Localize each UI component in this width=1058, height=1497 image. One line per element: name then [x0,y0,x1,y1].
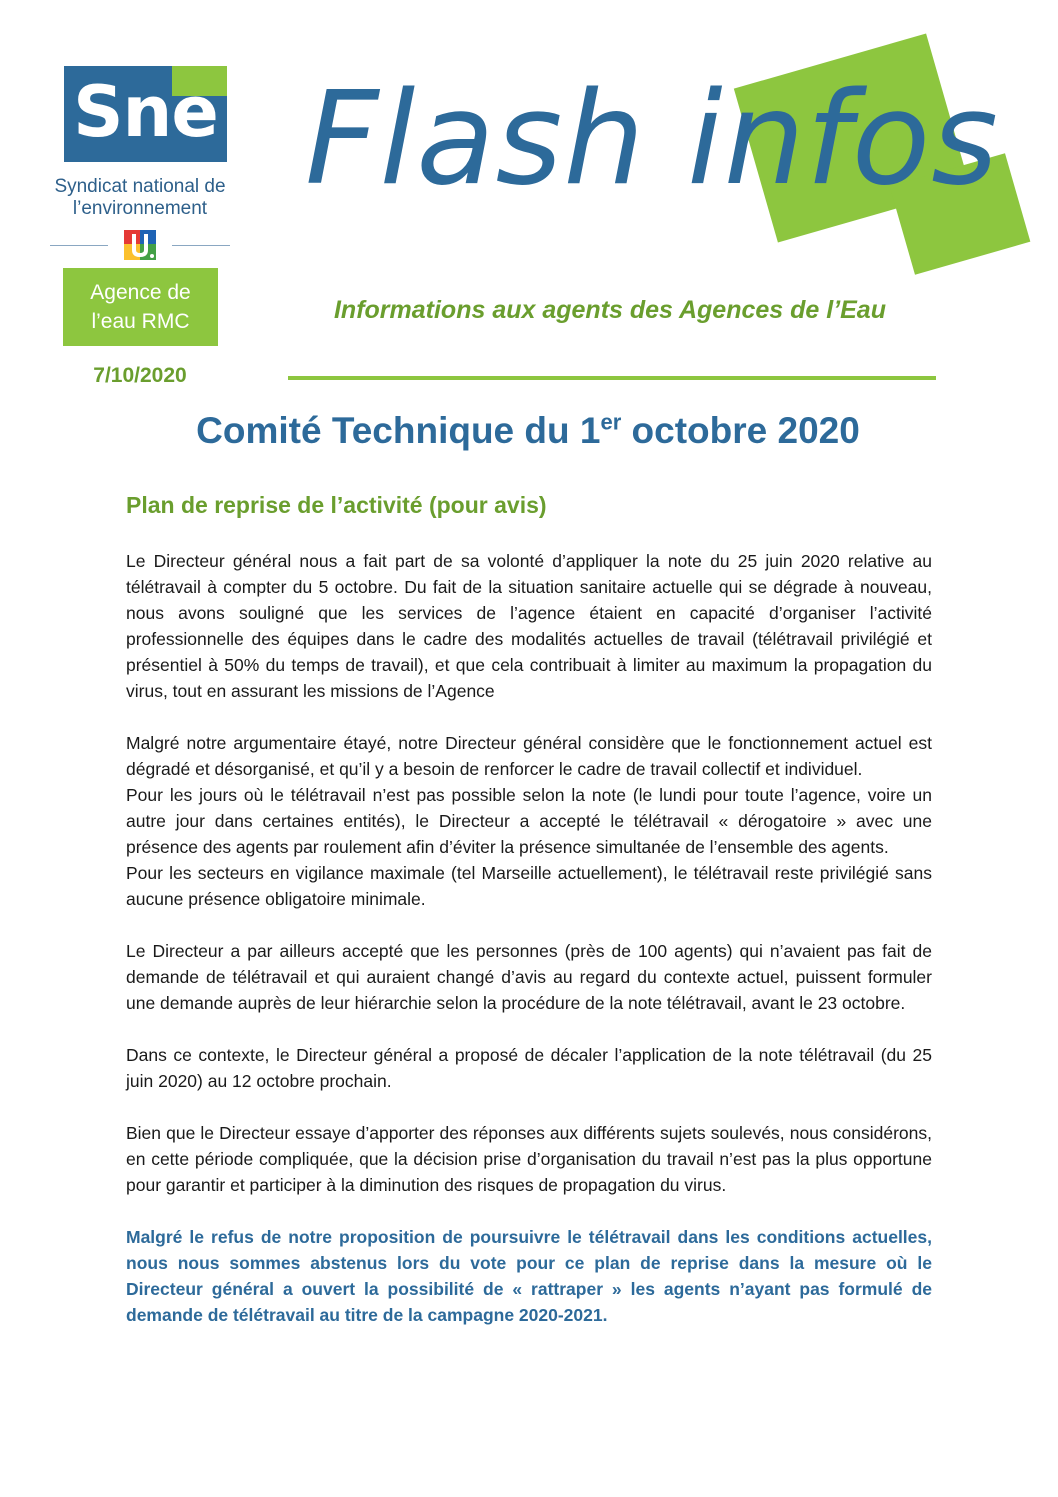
union-emblem-row [50,228,230,262]
section-heading: Plan de reprise de l’activité (pour avis) [126,492,547,518]
paragraph: Pour les secteurs en vigilance maximale (tel Marseille actuellement), le télétravail reste privilégié sans aucune présence obligatoire minimale. [126,863,932,909]
page-title-before: Comité Technique du 1 [196,410,601,451]
banner-subtitle: Informations aux agents des Agences de l’Eau [333,296,886,324]
agency-line1: Agence de [90,281,191,304]
org-name [50,176,230,220]
paragraph: Malgré notre argumentaire étayé, notre Directeur général considère que le fonctionnement actuel est dégradé et désorganisé, et qu’il y a besoin de renforcer le cadre de travail collectif et individuel. [126,733,932,779]
paragraph: Le Directeur a par ailleurs accepté que les personnes (près de 100 agents) qui n’avaient pas fait de demande de télétravail et qui auraient changé d’avis au regard du contexte actuel, puissent formuler une demande auprès de leur hiérarchie selon la procédure de la note télétravail, avant le 23 octobre. [126,941,932,1013]
sne-logo [64,66,227,162]
org-name-line2: l’environnement [72,198,208,219]
divider-right [172,245,230,246]
publication-date: 7/10/2020 [93,364,187,387]
header-rule [288,376,936,380]
logo-brand-text: Sne [73,71,218,153]
paragraph: Bien que le Directeur essaye d’apporter des réponses aux différents sujets soulevés, nous considérons, en cette période compliquée, que la décision prise d’organisation du travail n’est pas la plus opportune pour garantir et participer à la diminution des risques de propagation du virus. [126,1123,932,1195]
paragraph: Le Directeur général nous a fait part de sa volonté d’appliquer la note du 25 juin 2020 relative au télétravail à compter du 5 octobre. Du fait de la situation sanitaire actuelle qui se dégrade à nouveau, nous avons souligné que les services de l’agence étaient en capacité d’organiser l’activité professionnelle des équipes dans le cadre des modalités actuelles de travail (télétravail privilégié et présentiel à 50% du temps de travail), et que cela contribuait à limiter au maximum la propagation du virus, tout en assurant les missions de l’Agence [126,551,932,701]
agency-badge [63,268,218,346]
page-title-sup: er [600,409,622,435]
union-emblem-icon [120,228,160,262]
flash-infos-title: Flash infos [305,65,999,214]
org-name-line1: Syndicat national de [54,176,226,197]
conclusion-paragraph: Malgré le refus de notre proposition de poursuivre le télétravail dans les conditions actuelles, nous nous sommes abstenus lors du vote pour ce plan de reprise dans la mesure où le Directeur général a ouvert la possibilité de « rattraper » les agents n’ayant pas formulé de demande de télétravail au titre de la campagne 2020-2021. [126,1227,932,1325]
divider-left [50,245,108,246]
agency-line2: l’eau RMC [91,310,190,333]
paragraph: Dans ce contexte, le Directeur général a proposé de décaler l’application de la note télétravail (du 25 juin 2020) au 12 octobre prochain. [126,1045,932,1091]
page-title [60,410,996,452]
page-title-after: octobre 2020 [621,410,860,451]
body-text [126,548,932,1328]
paragraph: Pour les jours où le télétravail n’est pas possible selon la note (le lundi pour toute l’agence, voire un autre jour dans certaines entités), le Directeur a accepté le télétravail « dérogatoire » avec une présence des agents par roulement afin d’éviter la présence simultanée de l’ensemble des agents. [126,785,932,857]
